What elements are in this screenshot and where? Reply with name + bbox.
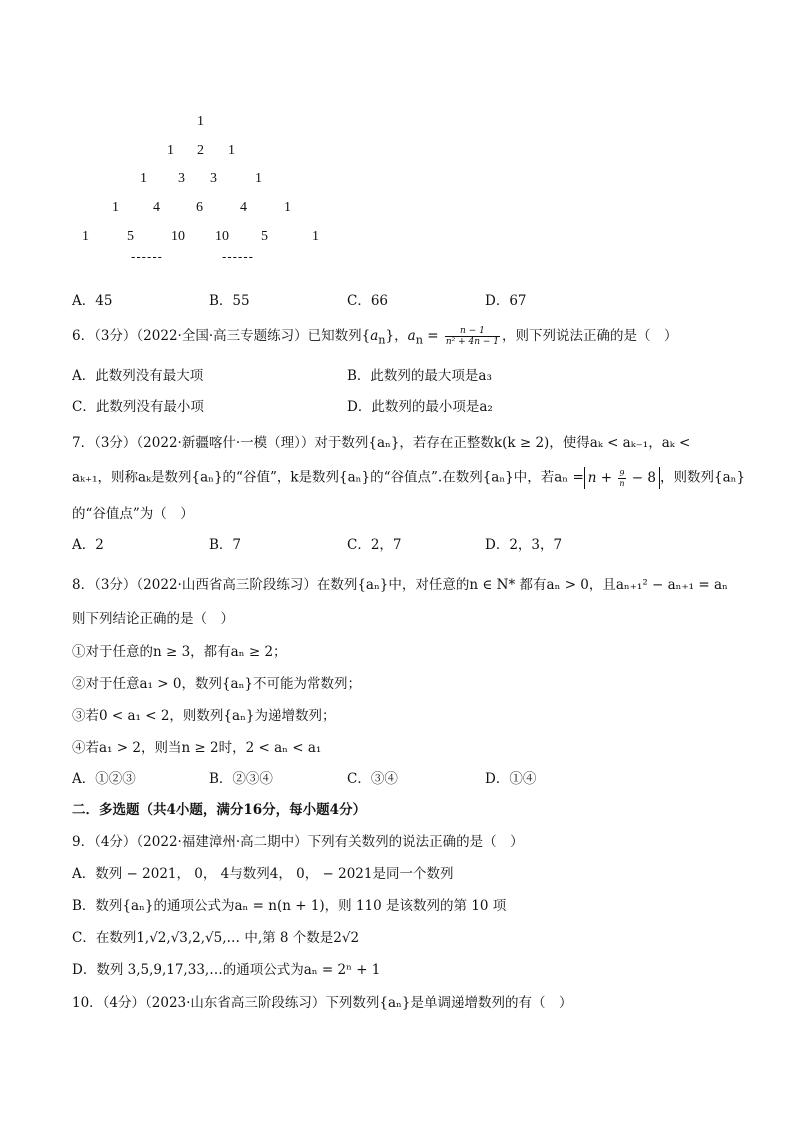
q9-option-d: D．数列 3,5,9,17,33,…的通项公式为aₙ = 2ⁿ + 1 xyxy=(72,962,381,978)
q8-option-b: B．②③④ xyxy=(209,771,273,787)
q8-option-a: A．①②③ xyxy=(72,771,136,787)
q6-option-d: D．此数列的最小项是a₂ xyxy=(347,399,493,415)
triangle-number: 3 xyxy=(178,171,185,186)
triangle-number: 6 xyxy=(196,200,203,215)
triangle-number: 1 xyxy=(312,229,319,244)
q7-stem-line3: 的“谷值点”为（ ） xyxy=(72,506,194,522)
section-heading-multiple-choice: 二．多选题（共4小题，满分16分，每小题4分） xyxy=(72,802,367,818)
q8-statement-4: ④若a₁ > 2，则当n ≥ 2时，2 < aₙ < a₁ xyxy=(72,740,322,756)
triangle-number: 1 xyxy=(167,143,174,158)
q5-option-b: B．55 xyxy=(209,293,250,309)
triangle-number: 1 xyxy=(284,200,291,215)
triangle-number: 1 xyxy=(255,171,262,186)
q7-option-a: A．2 xyxy=(72,537,104,553)
q8-statement-3: ③若0 < a₁ < 2，则数列{aₙ}为递增数列； xyxy=(72,708,336,724)
triangle-number: 1 xyxy=(197,114,204,129)
q6-stem: 6．（3分）（2022·全国·高三专题练习）已知数列$\{a_n\}$，$a_n$ = $\frac{n - 1}{\text{n² + 4n − 1}}$ ，则下列说法正确的是（ ） xyxy=(72,326,678,347)
triangle-number: 1 xyxy=(112,200,119,215)
q8-statement-2: ②对于任意a₁ > 0，数列{aₙ}不可能为常数列； xyxy=(72,676,362,692)
triangle-number: 5 xyxy=(127,229,134,244)
q7-option-b: B．7 xyxy=(209,537,242,553)
q9-option-a: A．数列 − 2021， 0， 4与数列4， 0， − 2021是同一个数列 xyxy=(72,866,454,882)
triangle-number: 2 xyxy=(197,143,204,158)
q6-fraction: $\frac{n - 1}{\text{n² + 4n − 1}}$ xyxy=(445,326,500,347)
triangle-number: 3 xyxy=(210,171,217,186)
q7-option-d: D．2，3，7 xyxy=(485,537,563,553)
triangle-dashes: ------ xyxy=(131,249,163,264)
q8-stem-line1: 8．（3分）（2022·山西省高三阶段练习）在数列{aₙ}中，对任意的n ∈ N* 都有aₙ > 0，且aₙ₊₁² − aₙ₊₁ = aₙ xyxy=(72,577,728,593)
q5-option-c: C．66 xyxy=(347,293,389,309)
q6-option-c: C．此数列没有最小项 xyxy=(72,399,204,415)
triangle-number: 10 xyxy=(215,229,229,244)
triangle-number: 10 xyxy=(171,229,185,244)
q7-option-c: C．2，7 xyxy=(347,537,402,553)
triangle-number: 1 xyxy=(82,229,89,244)
triangle-number: 4 xyxy=(153,200,160,215)
q5-option-a: A．45 xyxy=(72,293,113,309)
q8-option-d: D．①④ xyxy=(485,771,537,787)
q9-stem: 9．（4分）（2022·福建漳州·高二期中）下列有关数列的说法正确的是（ ） xyxy=(72,834,524,850)
q8-option-c: C．③④ xyxy=(347,771,398,787)
triangle-number: 4 xyxy=(240,200,247,215)
triangle-number: 1 xyxy=(228,143,235,158)
q10-stem: 10．（4分）（2023·山东省高三阶段练习）下列数列{aₙ}是单调递增数列的有（ ） xyxy=(72,995,573,1011)
q9-option-b: B．数列{aₙ}的通项公式为aₙ = n(n + 1)，则 110 是该数列的第 10 项 xyxy=(72,898,507,914)
triangle-number: 1 xyxy=(140,171,147,186)
triangle-dashes: ------ xyxy=(222,249,254,264)
triangle-number: 5 xyxy=(261,229,268,244)
q8-statement-1: ①对于任意的n ≥ 3，都有aₙ ≥ 2； xyxy=(72,644,287,660)
q9-option-c: C．在数列1,√2,√3,2,√5,… 中,第 8 个数是2√2 xyxy=(72,930,360,946)
q5-option-d: D．67 xyxy=(485,293,527,309)
q7-stem-line1: 7．（3分）（2022·新疆喀什·一模（理））对于数列{aₙ}，若存在正整数k(k ≥ 2)，使得aₖ < aₖ₋₁，aₖ < xyxy=(72,435,691,451)
q8-stem-line2: 则下列结论正确的是（ ） xyxy=(72,611,234,627)
q6-option-a: A．此数列没有最大项 xyxy=(72,368,204,384)
q7-abs-expression: n + $\frac{9}{n}$ − 8 xyxy=(584,467,660,489)
q7-stem-line2: aₖ₊₁，则称aₖ是数列{aₙ}的“谷值”，k是数列{aₙ}的“谷值点”.在数列{aₙ}中，若aₙ = n + $\frac{9}{n}$ − 8 ，则数列{aₙ} xyxy=(72,469,746,488)
q6-option-b: B．此数列的最大项是a₃ xyxy=(347,368,492,384)
